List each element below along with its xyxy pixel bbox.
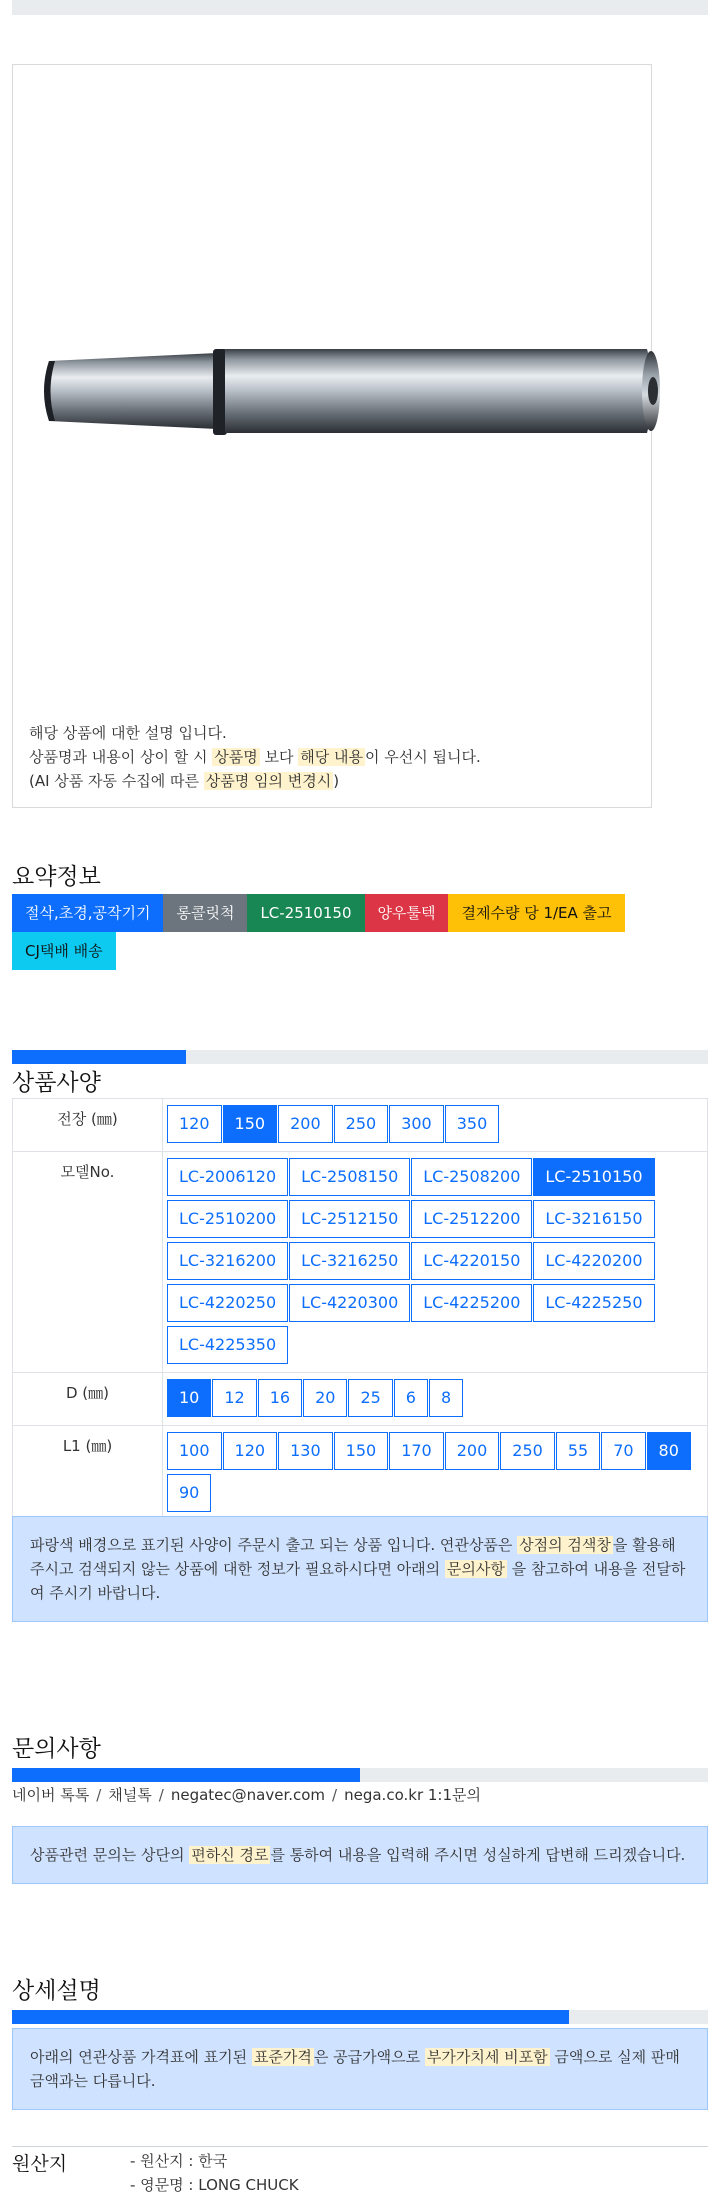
summary-badge: 절삭,초경,공작기기 — [12, 894, 163, 932]
spec-row — [13, 1099, 708, 1152]
desc-text: (AI 상품 자동 수집에 따른 — [29, 772, 204, 790]
inquiry-link[interactable]: 채널톡 — [108, 1786, 152, 1804]
desc-text: 보다 — [259, 748, 299, 766]
top-progress-track — [12, 0, 708, 15]
spec-option-button[interactable]: LC-2006120 — [167, 1158, 288, 1196]
spec-options — [163, 1373, 708, 1426]
spec-row — [13, 1373, 708, 1426]
product-description — [29, 721, 481, 793]
desc-highlight: 상품명 임의 변경시 — [205, 772, 332, 790]
notice-text: 을 활용해 주시고 검색되지 않는 상품에 대한 정보가 필요하시다면 아래의 — [30, 1536, 676, 1578]
spec-option-button[interactable]: 80 — [647, 1432, 691, 1470]
notice-text: 을 참고하여 내용을 전달하여 주시기 바랍니다. — [30, 1560, 686, 1602]
spec-option-button[interactable]: LC-2510150 — [533, 1158, 654, 1196]
summary-badge: CJ택배 배송 — [12, 932, 116, 970]
origin-list — [130, 2149, 299, 2196]
spec-option-button[interactable]: LC-4225200 — [411, 1284, 532, 1322]
inquiry-links — [12, 1784, 481, 1805]
notice-text: 를 통하여 내용을 입력해 주시면 성실하게 답변해 드리겠습니다. — [270, 1846, 686, 1864]
spec-option-button[interactable]: 20 — [303, 1379, 347, 1417]
origin-divider — [12, 2146, 708, 2147]
spec-option-button[interactable]: LC-4225350 — [167, 1326, 288, 1364]
spec-row — [13, 1152, 708, 1373]
spec-option-button[interactable]: LC-2508150 — [289, 1158, 410, 1196]
spec-option-button[interactable]: LC-2510200 — [167, 1200, 288, 1238]
spec-option-button[interactable]: LC-4220200 — [533, 1242, 654, 1280]
desc-text: 상품명과 내용이 상이 할 시 — [29, 748, 213, 766]
summary-badge: 롱콜릿척 — [163, 894, 247, 932]
spec-option-button[interactable]: 350 — [445, 1105, 500, 1143]
origin-item: - 영문명 : LONG CHUCK — [130, 2176, 299, 2194]
spec-option-button[interactable]: 120 — [167, 1105, 222, 1143]
spec-label: D (㎜) — [13, 1373, 163, 1426]
link-separator: / — [332, 1786, 338, 1804]
notice-text: 은 공급가액으로 — [313, 2048, 425, 2066]
spec-options — [163, 1099, 708, 1152]
inquiry-title: 문의사항 — [12, 1736, 101, 1762]
spec-table — [12, 1098, 708, 1521]
spec-option-button[interactable]: LC-2512200 — [411, 1200, 532, 1238]
inquiry-progress — [12, 1768, 708, 1782]
spec-notice — [12, 1516, 708, 1622]
summary-badges — [12, 894, 712, 970]
spec-options — [163, 1152, 708, 1373]
notice-text: 금액으로 실제 판매금액과는 다릅니다. — [30, 2048, 680, 2090]
desc-line — [29, 745, 481, 769]
spec-option-button[interactable]: LC-4220250 — [167, 1284, 288, 1322]
spec-option-button[interactable]: 6 — [394, 1379, 428, 1417]
spec-option-button[interactable]: 10 — [167, 1379, 211, 1417]
notice-highlight: 표준가격 — [253, 2048, 312, 2066]
detail-progress — [12, 2010, 708, 2024]
spec-option-button[interactable]: 100 — [167, 1432, 222, 1470]
spec-option-button[interactable]: 25 — [348, 1379, 392, 1417]
spec-option-button[interactable]: 150 — [334, 1432, 389, 1470]
desc-highlight: 상품명 — [214, 748, 258, 766]
spec-option-button[interactable]: 250 — [500, 1432, 555, 1470]
spec-option-button[interactable]: LC-3216200 — [167, 1242, 288, 1280]
spec-option-button[interactable]: 16 — [258, 1379, 302, 1417]
spec-option-button[interactable]: LC-4220300 — [289, 1284, 410, 1322]
product-image-box — [12, 64, 652, 808]
summary-badge: 양우툴텍 — [365, 894, 449, 932]
spec-option-button[interactable]: LC-4220150 — [411, 1242, 532, 1280]
summary-title: 요약정보 — [12, 864, 101, 890]
detail-notice — [12, 2028, 708, 2110]
long-chuck-product-image — [37, 343, 665, 443]
desc-text: 이 우선시 됩니다. — [364, 748, 481, 766]
spec-label: L1 (㎜) — [13, 1426, 163, 1521]
inquiry-progress-fill — [12, 1768, 360, 1782]
summary-badge: LC-2510150 — [247, 894, 364, 932]
link-separator: / — [158, 1786, 164, 1804]
desc-line — [29, 769, 481, 793]
spec-option-button[interactable]: 120 — [223, 1432, 278, 1470]
desc-line — [29, 721, 481, 745]
spec-option-button[interactable]: LC-3216250 — [289, 1242, 410, 1280]
desc-text: ) — [333, 772, 340, 790]
notice-highlight: 편하신 경로 — [191, 1846, 269, 1864]
spec-option-button[interactable]: LC-2508200 — [411, 1158, 532, 1196]
spec-option-button[interactable]: 70 — [601, 1432, 645, 1470]
spec-option-button[interactable]: 8 — [429, 1379, 463, 1417]
spec-option-button[interactable]: 150 — [223, 1105, 278, 1143]
spec-option-button[interactable]: LC-2512150 — [289, 1200, 410, 1238]
spec-label: 모델No. — [13, 1152, 163, 1373]
origin-title: 원산지 — [12, 2153, 68, 2175]
origin-item: - 원산지 : 한국 — [130, 2152, 228, 2170]
spec-row — [13, 1426, 708, 1521]
spec-label: 전장 (㎜) — [13, 1099, 163, 1152]
desc-highlight: 해당 내용 — [300, 748, 363, 766]
inquiry-notice — [12, 1826, 708, 1884]
spec-options — [163, 1426, 708, 1521]
summary-badge: 결제수량 당 1/EA 출고 — [448, 894, 624, 932]
summary-progress-fill — [12, 1050, 186, 1064]
inquiry-link[interactable]: negatec@naver.com — [170, 1786, 326, 1804]
summary-progress — [12, 1050, 708, 1064]
spec-option-button[interactable]: LC-4225250 — [533, 1284, 654, 1322]
spec-option-button[interactable]: 90 — [167, 1474, 211, 1512]
spec-option-button[interactable]: 12 — [212, 1379, 256, 1417]
spec-option-button[interactable]: 170 — [389, 1432, 444, 1470]
spec-option-button[interactable]: LC-3216150 — [533, 1200, 654, 1238]
inquiry-link[interactable]: 네이버 톡톡 — [12, 1786, 90, 1804]
spec-title: 상품사양 — [12, 1070, 101, 1096]
notice-text: 아래의 연관상품 가격표에 표기된 — [30, 2048, 252, 2066]
notice-text: 파랑색 배경으로 표기된 사양이 주문시 출고 되는 상품 입니다. 연관상품은 — [30, 1536, 518, 1554]
spec-option-button[interactable]: 300 — [389, 1105, 444, 1143]
spec-option-button[interactable]: 200 — [278, 1105, 333, 1143]
desc-text: 해당 상품에 대한 설명 입니다. — [29, 724, 227, 742]
inquiry-link[interactable]: nega.co.kr 1:1문의 — [344, 1786, 481, 1804]
notice-text: 상품관련 문의는 상단의 — [30, 1846, 190, 1864]
spec-option-button[interactable]: 250 — [334, 1105, 389, 1143]
detail-progress-fill — [12, 2010, 569, 2024]
notice-highlight: 문의사항 — [446, 1560, 505, 1578]
spec-option-button[interactable]: 130 — [278, 1432, 333, 1470]
link-separator: / — [96, 1786, 102, 1804]
detail-title: 상세설명 — [12, 1978, 101, 2004]
notice-highlight: 부가가치세 비포함 — [426, 2048, 548, 2066]
notice-highlight: 상점의 검색창 — [519, 1536, 611, 1554]
spec-option-button[interactable]: 200 — [445, 1432, 500, 1470]
spec-option-button[interactable]: 55 — [556, 1432, 600, 1470]
